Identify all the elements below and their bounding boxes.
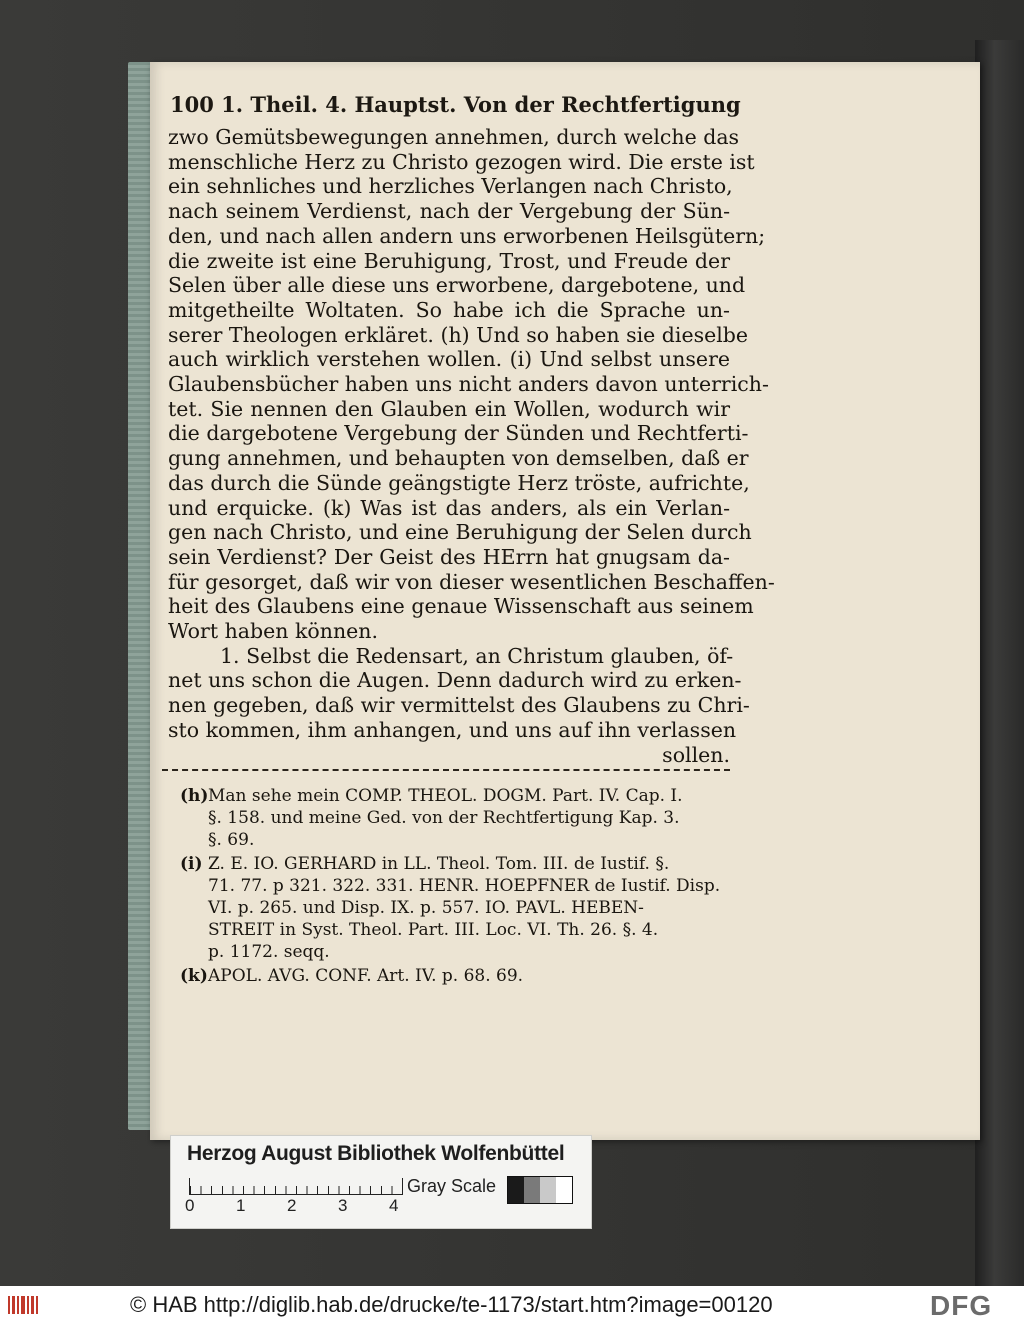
text-line: heit des Glaubens eine genaue Wissenschaft aus seinem [168,594,754,619]
text-line: tet. Sie nennen den Glauben ein Wollen, wodurch wir [168,396,730,421]
text-line: das durch die Sünde geängstigte Herz tröste, aufrichte, [168,470,750,495]
ruler-number: 3 [338,1196,348,1215]
copyright-url[interactable]: © HAB http://diglib.hab.de/drucke/te-1173/start.htm?image=00120 [130,1292,773,1317]
text-line: für gesorget, daß wir von dieser wesentlichen Beschaffen- [168,569,775,594]
running-head: 100 1. Theil. 4. Hauptst. Von der Rechtfertigung [170,92,741,117]
page-body-text [168,125,775,767]
text-line: gung annehmen, und behaupten von demselben, daß er [168,446,749,471]
text-line: den, und nach allen andern uns erworbenen Heilsgütern; [168,223,766,248]
text-line: Selen über alle diese uns erworbene, dargebotene, und [168,273,746,298]
footnote-line: 71. 77. p 321. 322. 331. HENR. HOEPFNER de Iustif. Disp. [208,876,721,896]
footnote-line: STREIT in Syst. Theol. Part. III. Loc. VI. Th. 26. §. 4. [208,920,659,940]
gray-swatch [556,1177,572,1203]
text-line: menschliche Herz zu Christo gezogen wird. Die erste ist [168,149,755,174]
text-line: gen nach Christo, und eine Beruhigung der Selen durch [168,520,752,545]
footnotes [180,785,730,989]
footnote-mark: (i) [180,854,203,874]
footnote-line: VI. p. 265. und Disp. IX. p. 557. IO. PAVL. HEBEN- [208,898,644,918]
text-line: mitgetheilte Woltaten. So habe ich die Sprache un- [168,297,730,322]
footnote-line: §. 158. und meine Ged. von der Rechtfertigung Kap. 3. [208,808,680,828]
text-line: die zweite ist eine Beruhigung, Trost, und Freude der [168,248,730,273]
text-line: serer Theologen erkläret. (h) Und so haben sie dieselbe [168,322,749,347]
adjacent-page-edge [975,40,1024,1286]
ruler-number: 0 [185,1196,195,1215]
footnote-text [208,965,730,987]
footnote-rule [162,769,730,771]
gray-scale-label: Gray Scale [407,1176,497,1196]
footnote-line: APOL. AVG. CONF. Art. IV. p. 68. 69. [208,966,524,986]
ruler-number: 2 [287,1196,297,1215]
footnote [180,853,730,963]
footnote [180,785,730,851]
footnote-text [208,785,730,851]
text-line: auch wirklich verstehen wollen. (i) Und selbst unsere [168,347,730,372]
gray-scale-swatches [507,1176,573,1204]
footnote-line: §. 69. [208,830,255,850]
footnote-line: p. 1172. seqq. [208,942,330,962]
text-line: 1. Selbst die Redensart, an Christum glauben, öf- [220,643,734,668]
footnote-line: Z. E. IO. GERHARD in LL. Theol. Tom. III. de Iustif. §. [208,854,670,874]
footnote-mark: (h) [180,786,209,806]
footnote-text [208,853,730,963]
text-line: sto kommen, ihm anhangen, und uns auf ihn verlassen [168,717,737,742]
gray-swatch [524,1177,540,1203]
text-line: die dargebotene Vergebung der Sünden und Rechtferti- [168,421,749,446]
footnote-mark: (k) [180,966,208,986]
ruler-number: 4 [389,1196,399,1215]
scale-ruler [189,1178,403,1195]
text-line: nach seinem Verdienst, nach der Vergebung der Sün- [168,199,730,224]
footnote [180,965,730,987]
text-line: sollen. [662,742,730,767]
library-label-card [170,1135,592,1229]
text-line: nen gegeben, daß wir vermittelst des Glaubens zu Chri- [168,693,750,718]
footnote-line: Man sehe mein COMP. THEOL. DOGM. Part. IV. Cap. I. [208,786,683,806]
text-line: ein sehnliches und herzliches Verlangen nach Christo, [168,174,733,199]
text-line: Glaubensbücher haben uns nicht anders davon unterrich- [168,372,769,397]
ruler-number: 1 [236,1196,246,1215]
library-name: Herzog August Bibliothek Wolfenbüttel [187,1142,565,1165]
gray-swatch [540,1177,556,1203]
text-line: Wort haben können. [168,619,378,644]
barcode-icon [6,1292,42,1318]
dfg-logo: DFG [930,1290,993,1321]
text-line: zwo Gemütsbewegungen annehmen, durch welche das [168,125,740,149]
text-line: net uns schon die Augen. Denn dadurch wird zu erken- [168,668,742,693]
text-line: sein Verdienst? Der Geist des HErrn hat gnugsam da- [168,544,730,569]
text-line: und erquicke. (k) Was ist das anders, als ein Verlan- [168,495,730,520]
footer-bar [0,1286,1024,1324]
gray-swatch [508,1177,524,1203]
